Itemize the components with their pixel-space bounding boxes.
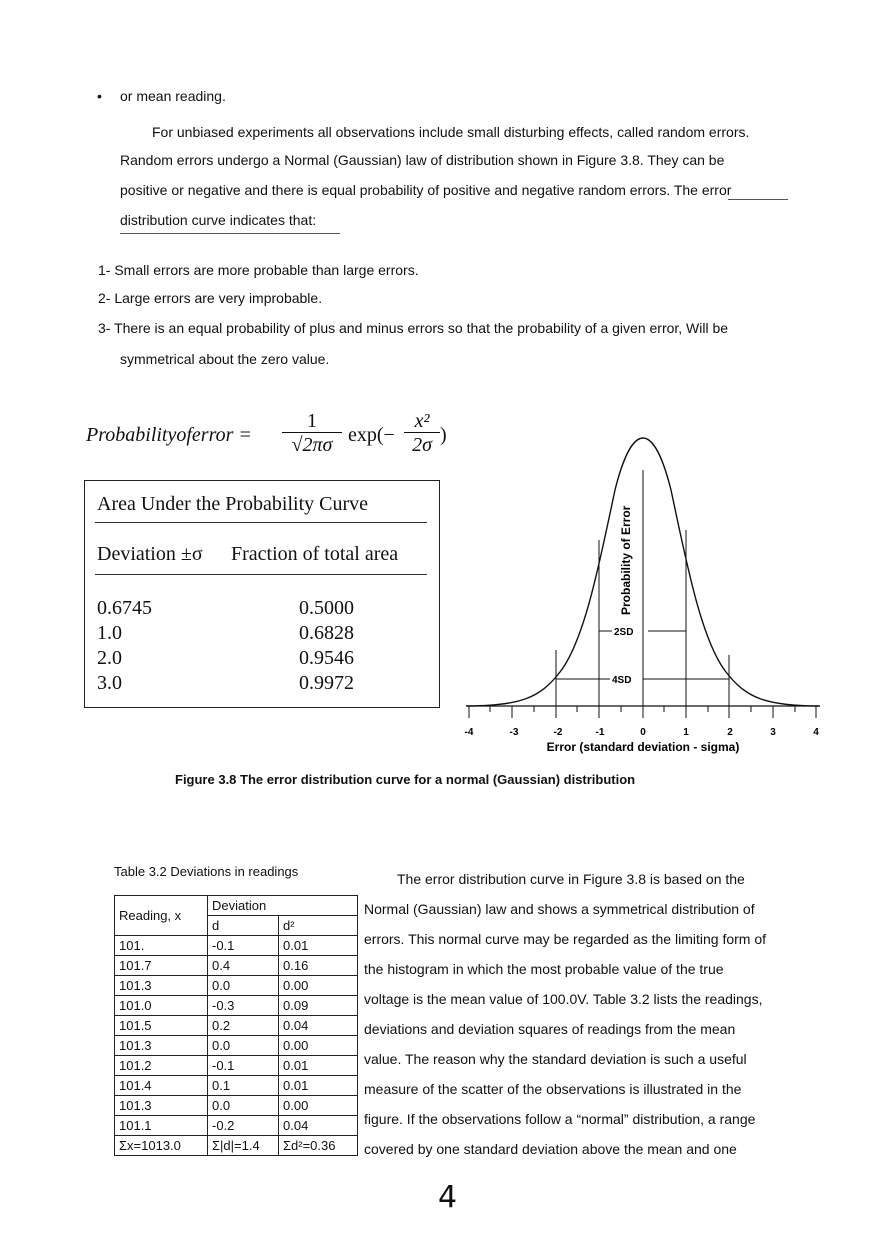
para2-line-9: figure. If the observations follow a “normal” distribution, a range [364,1111,756,1127]
formula-exp: exp(− [348,424,395,446]
x-tick-labels [465,727,820,738]
cell-reading: 101. [115,936,208,956]
list-item-2: 2- Large errors are very improbable. [98,290,323,306]
cell-d2: 0.09 [279,996,358,1016]
table-row [115,1016,358,1036]
text-line-top: or mean reading. [120,88,226,104]
cell-reading: 101.5 [115,1016,208,1036]
cell-reading: 101.0 [115,996,208,1016]
area-table-col2-header: Fraction of total area [231,543,399,565]
para2-line-5: voltage is the mean value of 100.0V. Table 3.2 lists the readings, [364,991,763,1007]
area-table-col1-header: Deviation ±σ [97,543,203,565]
para2 [364,864,809,1164]
cell-d: 0.4 [208,956,279,976]
cell-d: -0.3 [208,996,279,1016]
formula-close: ) [440,424,447,446]
header-reading: Reading, x [115,896,208,936]
para1-line-2: Random errors undergo a Normal (Gaussian) law of distribution shown in Figure 3.8. They can be [120,152,725,168]
table-row [115,996,358,1016]
tick-label-m2: -2 [553,727,563,738]
area-under-curve-table [84,480,440,708]
cell-d2: 0.00 [279,976,358,996]
handwritten-underline [120,233,340,234]
tick-label-2: 2 [727,727,733,738]
cell-d: 0.0 [208,1096,279,1116]
para1-line-1: For unbiased experiments all observations include small disturbing effects, called random errors. [152,124,750,140]
cell-d: 0.0 [208,1036,279,1056]
probability-formula [86,408,456,468]
cell-d2: 0.16 [279,956,358,976]
para2-line-2: Normal (Gaussian) law and shows a symmetrical distribution of [364,901,755,917]
table-row [115,1036,358,1056]
formula-fraction-2 [404,410,440,457]
cell-reading: 101.4 [115,1076,208,1096]
deviations-table [114,895,358,1156]
area-row-2-frac: 0.6828 [299,622,354,644]
cell-reading: 101.3 [115,1096,208,1116]
cell-d: -0.1 [208,1056,279,1076]
table-row [115,936,358,956]
x-axis-label: Error (standard deviation - sigma) [546,740,740,754]
area-table-title: Area Under the Probability Curve [97,493,369,515]
cell-d: -0.1 [208,936,279,956]
para2-line-10: covered by one standard deviation above the mean and one [364,1141,737,1157]
tick-label-1: 1 [683,727,689,738]
para2-line-7: value. The reason why the standard deviation is such a useful [364,1051,747,1067]
area-row-1-dev: 0.6745 [97,597,152,619]
para2-line-6: deviations and deviation squares of readings from the mean [364,1021,736,1037]
y-axis-label: Probability of Error [619,505,633,615]
cell-reading: 101.2 [115,1056,208,1076]
total-d2: Σd²=0.36 [279,1136,358,1156]
figure-caption: Figure 3.8 The error distribution curve for a normal (Gaussian) distribution [175,772,636,787]
list-item-1: 1- Small errors are more probable than large errors. [98,262,419,278]
bullet-mark: • [97,88,102,104]
formula-num-2: x² [404,410,440,433]
formula-den-1: √2πσ [291,434,333,456]
table-header-row [115,896,358,916]
normal-distribution-figure [455,430,835,765]
formula-den-2: 2σ [412,434,432,456]
area-row-4-frac: 0.9972 [299,672,354,694]
table-totals-row [115,1136,358,1156]
cell-d: 0.2 [208,1016,279,1036]
cell-d2: 0.01 [279,936,358,956]
area-row-3-frac: 0.9546 [299,647,354,669]
header-deviation: Deviation [208,896,358,916]
label-2sd: 2SD [614,627,634,638]
para1-line-4: distribution curve indicates that: [120,212,317,228]
handwritten-underline-2 [728,199,788,200]
area-table-rule-2 [95,574,427,575]
cell-reading: 101.7 [115,956,208,976]
list-item-3: 3- There is an equal probability of plus and minus errors so that the probability of a given error, Will be [98,320,729,336]
para2-line-3: errors. This normal curve may be regarded as the limiting form of [364,931,767,947]
cell-reading: 101.3 [115,1036,208,1056]
para2-line-8: measure of the scatter of the observations is illustrated in the [364,1081,742,1097]
cell-d2: 0.01 [279,1056,358,1076]
area-row-3-dev: 2.0 [97,647,122,669]
formula-fraction-1 [282,410,342,457]
label-4sd: 4SD [612,675,632,686]
table-row [115,956,358,976]
cell-d2: 0.00 [279,1036,358,1056]
table-row [115,1056,358,1076]
x-ticks [469,706,816,718]
total-reading: Σx=1013.0 [115,1136,208,1156]
tick-label-m4: -4 [464,727,474,738]
cell-d2: 0.04 [279,1016,358,1036]
tick-label-0: 0 [640,727,646,738]
cell-d2: 0.04 [279,1116,358,1136]
area-table-rule-1 [95,522,427,523]
page-number: 4 [438,1180,458,1215]
area-row-1-frac: 0.5000 [299,597,354,619]
list-item-3-cont: symmetrical about the zero value. [120,351,330,367]
cell-d: 0.1 [208,1076,279,1096]
tick-label-3: 3 [770,727,776,738]
formula-num-1: 1 [282,410,342,433]
cell-d: 0.0 [208,976,279,996]
table-row [115,1116,358,1136]
cell-reading: 101.1 [115,1116,208,1136]
total-d: Σ|d|=1.4 [208,1136,279,1156]
cell-d2: 0.01 [279,1076,358,1096]
tick-label-m1: -1 [595,727,605,738]
table-caption: Table 3.2 Deviations in readings [114,864,299,879]
cell-d: -0.2 [208,1116,279,1136]
table-row [115,1076,358,1096]
cell-reading: 101.3 [115,976,208,996]
table-row [115,976,358,996]
header-d: d [208,916,279,936]
para1-line-3: positive or negative and there is equal probability of positive and negative random errors. The error [120,182,732,198]
area-row-2-dev: 1.0 [97,622,122,644]
cell-d2: 0.00 [279,1096,358,1116]
tick-label-m3: -3 [509,727,519,738]
formula-lhs: Probabilityoferror = [86,424,252,446]
para2-line-4: the histogram in which the most probable value of the true [364,961,724,977]
header-d2: d² [279,916,358,936]
area-row-4-dev: 3.0 [97,672,122,694]
tick-label-4: 4 [813,727,819,738]
para2-line-1: The error distribution curve in Figure 3.8 is based on the [397,871,745,887]
table-row [115,1096,358,1116]
